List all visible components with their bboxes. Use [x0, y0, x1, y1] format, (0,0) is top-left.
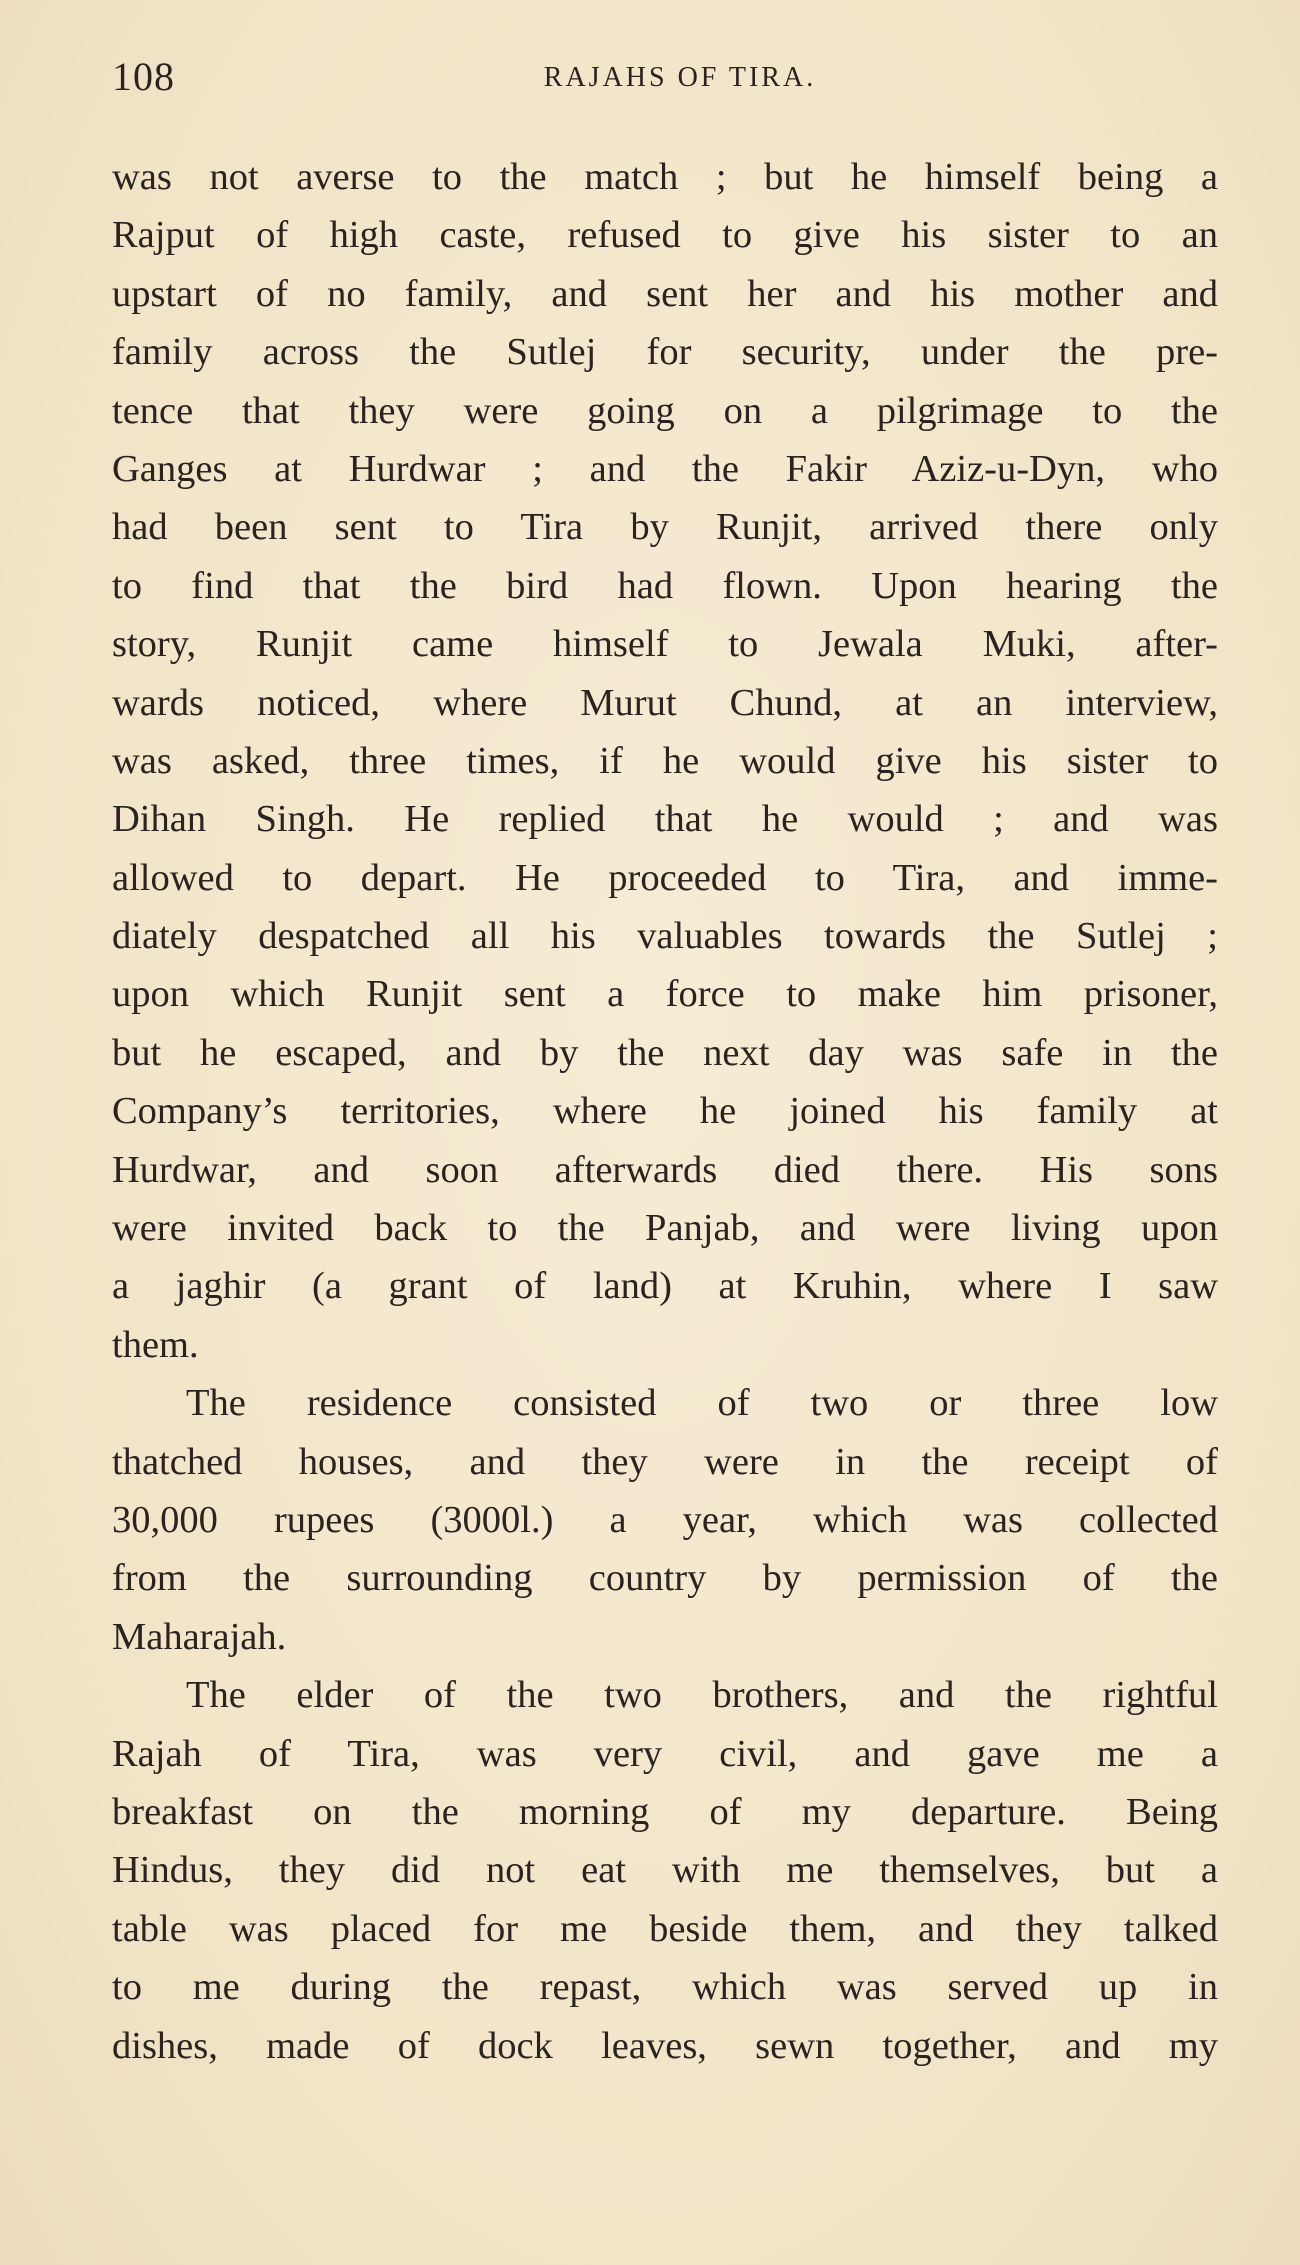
text-line: Dihan Singh. He replied that he would ; and was	[112, 798, 1218, 841]
page-header	[112, 52, 1218, 102]
body-text	[112, 148, 1218, 2075]
text-line: diately despatched all his valuables towards the Sutlej ;	[112, 915, 1218, 958]
text-line: upon which Runjit sent a force to make him prisoner,	[112, 973, 1218, 1016]
text-line: had been sent to Tira by Runjit, arrived there only	[112, 506, 1218, 549]
text-line: table was placed for me beside them, and they talked	[112, 1907, 1218, 1950]
text-line: them.	[112, 1323, 199, 1366]
text-line: thatched houses, and they were in the receipt of	[112, 1440, 1218, 1483]
text-line: tence that they were going on a pilgrimage to the	[112, 389, 1218, 432]
text-line: Rajah of Tira, was very civil, and gave me a	[112, 1732, 1218, 1775]
text-line: Company’s territories, where he joined his family at	[112, 1090, 1218, 1133]
text-line: The elder of the two brothers, and the rightful	[186, 1674, 1218, 1717]
text-line: Hurdwar, and soon afterwards died there. His sons	[112, 1148, 1218, 1191]
text-line: The residence consisted of two or three low	[186, 1382, 1218, 1425]
text-line: to me during the repast, which was served up in	[112, 1966, 1218, 2009]
text-line: from the surrounding country by permission of the	[112, 1557, 1218, 1600]
text-line: were invited back to the Panjab, and were living upon	[112, 1207, 1218, 1250]
text-line: Rajput of high caste, refused to give his sister to an	[112, 214, 1218, 257]
text-line: Hindus, they did not eat with me themselves, but a	[112, 1849, 1218, 1892]
text-line: dishes, made of dock leaves, sewn together, and my	[112, 2024, 1218, 2067]
text-line: was asked, three times, if he would give his sister to	[112, 739, 1218, 782]
text-line: Maharajah.	[112, 1615, 287, 1658]
text-line: upstart of no family, and sent her and his mother and	[112, 272, 1218, 315]
page-number: 108	[112, 54, 175, 99]
text-line: wards noticed, where Murut Chund, at an interview,	[112, 681, 1218, 724]
text-line: Ganges at Hurdwar ; and the Fakir Aziz-u-Dyn, who	[112, 447, 1218, 490]
text-line: family across the Sutlej for security, under the pre-	[112, 331, 1218, 374]
text-line: 30,000 rupees (3000l.) a year, which was collected	[112, 1498, 1218, 1541]
text-line: story, Runjit came himself to Jewala Muki, after-	[112, 623, 1218, 666]
running-head: RAJAHS OF TIRA.	[543, 62, 817, 93]
text-line: a jaghir (a grant of land) at Kruhin, where I saw	[112, 1265, 1218, 1308]
text-line: to find that the bird had flown. Upon hearing the	[112, 564, 1218, 607]
text-line: allowed to depart. He proceeded to Tira, and imme-	[112, 856, 1218, 899]
text-line: breakfast on the morning of my departure. Being	[112, 1790, 1218, 1833]
text-line: was not averse to the match ; but he himself being a	[112, 156, 1218, 198]
text-line: but he escaped, and by the next day was safe in the	[112, 1031, 1218, 1074]
